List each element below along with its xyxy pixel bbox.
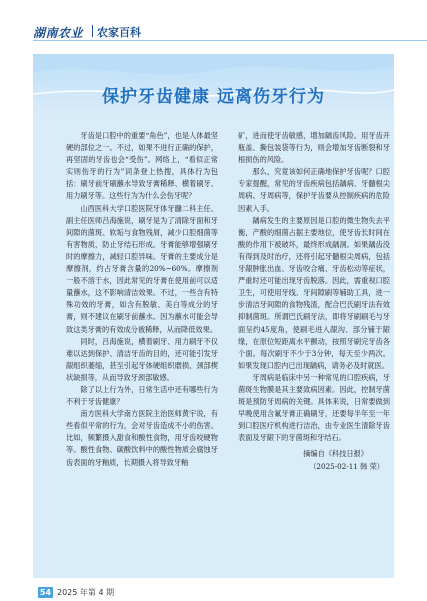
page-number: 54	[39, 588, 52, 597]
section-name: 农家百科	[97, 26, 141, 39]
paragraph: 那么，究竟该如何正确地保护牙齿呢？口腔专家提醒，常见的牙齿疾病包括龋病、牙髓根尖周病、牙周病等，保护牙齿要从控制疾病的危险因素入手。	[238, 167, 390, 213]
page-header	[0, 0, 427, 48]
source-date-author: （2025-02-11 韩 荣）	[309, 461, 384, 471]
header-rule	[33, 40, 427, 41]
source-credit: 摘编自《科技日报》	[303, 449, 368, 459]
header-divider	[92, 25, 93, 37]
magazine-logo: 湖南农业	[33, 26, 84, 40]
article-title: 保护牙齿健康 远离伤牙行为	[102, 87, 325, 107]
paragraph: 牙齿是口腔中的重要“角色”，也是人体最坚硬的部位之一。不过，如果不进行正确的保护，再坚固的牙齿也会“受伤”。网络上，“看似正常实则伤牙的行为”词条登上热搜，具体行为包括：刷牙前牙刷蘸水导致牙膏稀释、横着刷牙、用力刷牙等。这些行为为什么会伤牙呢？	[66, 131, 218, 201]
paragraph: 南方医科大学南方医院主治医师黄宇说，有些看似平常的行为，会对牙齿造成不小的伤害。比如，频繁摄入甜食和酸性食物，用牙齿咬硬物等。酸性食物、碳酸饮料中的酸性物质会腐蚀牙齿表面的牙釉质，长期摄入将导致牙釉	[66, 409, 218, 467]
paragraph: 牙周病是临床中另一种常见的口腔疾病，牙菌斑生物膜是其主要致病因素。因此，控制牙菌斑是预防牙周病的关键。具体来说，日常要做到早晚使用含氟牙膏正确刷牙，还要每半年至一年到口腔医疗机构进行洁治，由专业医生清除牙齿表面及牙龈下的牙菌斑和牙结石。	[238, 372, 390, 443]
title-banner	[33, 54, 394, 116]
paragraph: 山西医科大学口腔医院牙体牙髓二科主任、副主任医师吕海施说，刷牙是为了清除牙面和牙间隙的菌斑、软垢与食物残屑，减少口腔细菌等有害物质，防止牙结石形成。牙膏能够增强刷牙时的摩擦力，减轻口腔异味。牙膏的主要成分是摩擦剂，约占牙膏含量的20%~60%。摩擦剂一般不溶于水，因此常见的牙膏在使用前可以适量蘸水，这不影响清洁效果。不过，一些含有特殊功效的牙膏，如含有脱敏、美白等成分的牙膏，则不建议在刷牙前蘸水。因为蘸水可能会导致这类牙膏的有效成分被稀释，从而降低效果。	[66, 203, 218, 334]
article-column-right	[238, 130, 390, 473]
article-column-left	[66, 130, 218, 469]
issue-label: 2025 年第 4 期	[57, 588, 115, 597]
paragraph: 同时，吕海施说，横着刷牙、用力刷牙不仅难以达到保护、清洁牙齿的目的，还可能引发牙龈组织萎缩，甚至引起牙体硬组织磨损、颈部楔状缺损等，从而导致牙颈部敏感。	[66, 336, 218, 382]
paragraph: 矿，进而使牙齿敏感，增加龋齿风险。用牙齿开瓶盖、撕包装袋等行为，则会增加牙齿断裂和牙根损伤的风险。	[238, 131, 390, 165]
paragraph: 除了以上行为外，日常生活中还有哪些行为不利于牙齿健康？	[66, 384, 218, 407]
paragraph: 龋病发生的主要原因是口腔的微生物失去平衡，产酸的细菌占据主要地位，使牙齿长时间在酸的作用下被破坏，最终形成龋洞。如果龋齿没有得到及时治疗，还将引起牙髓根尖周病，包括牙龈肿胀出血、牙齿咬合痛、牙齿松动等症状，严重时还可能出现牙齿脱落。因此，需重视口腔卫生，可使用牙线、牙间隙刷等辅助工具，进一步清洁牙间隙的食物残渣，配合巴氏刷牙法有效抑制菌斑。所谓巴氏刷牙法，即将牙刷刷毛与牙面呈约45度角，使刷毛进入龈沟、部分铺于龈缘，在原位短距离水平颤动，按照牙刷完牙齿各个面。每次刷牙不少于3分钟，每天至少两次。如果发现口腔内已出现龋病，请务必及时就医。	[238, 215, 390, 370]
